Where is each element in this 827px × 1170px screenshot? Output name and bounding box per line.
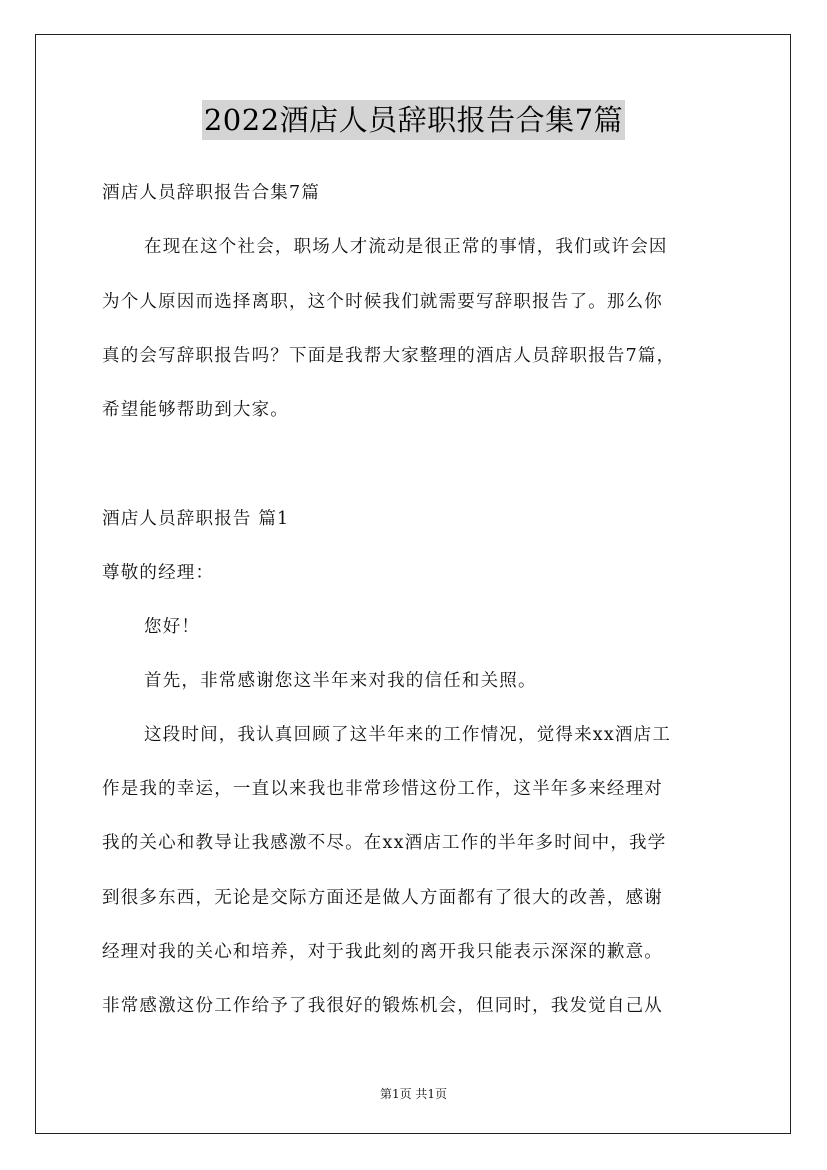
title-container — [0, 100, 827, 140]
intro-line: 真的会写辞职报告吗？下面是我帮大家整理的酒店人员辞职报告7篇， — [102, 346, 676, 366]
section-heading: 酒店人员辞职报告 篇1 — [102, 509, 290, 529]
greeting: 您好！ — [144, 617, 201, 637]
paragraph-line: 到很多东西，无论是交际方面还是做人方面都有了很大的改善，感谢 — [102, 888, 663, 908]
page-footer: 第1页 共1页 — [379, 1087, 448, 1101]
paragraph-line: 作是我的幸运，一直以来我也非常珍惜这份工作，这半年多来经理对 — [102, 779, 663, 799]
intro-line: 为个人原因而选择离职，这个时候我们就需要写辞职报告了。那么你 — [102, 292, 663, 312]
intro-line: 希望能够帮助到大家。 — [102, 400, 289, 420]
subtitle: 酒店人员辞职报告合集7篇 — [102, 183, 321, 203]
paragraph-line: 我的关心和教导让我感激不尽。在xx酒店工作的半年多时间中，我学 — [102, 833, 667, 853]
paragraph-line: 非常感激这份工作给予了我很好的锻炼机会，但同时，我发觉自己从 — [102, 996, 663, 1016]
paragraph-line: 这段时间，我认真回顾了这半年来的工作情况，觉得来xx酒店工 — [144, 725, 672, 745]
salutation: 尊敬的经理： — [102, 563, 215, 583]
paragraph-line: 经理对我的关心和培养，对于我此刻的离开我只能表示深深的歉意。 — [102, 942, 663, 962]
paragraph-line: 首先，非常感谢您这半年来对我的信任和关照。 — [144, 671, 537, 691]
document-title: 2022酒店人员辞职报告合集7篇 — [202, 100, 625, 140]
intro-line: 在现在这个社会，职场人才流动是很正常的事情，我们或许会因 — [144, 237, 668, 257]
